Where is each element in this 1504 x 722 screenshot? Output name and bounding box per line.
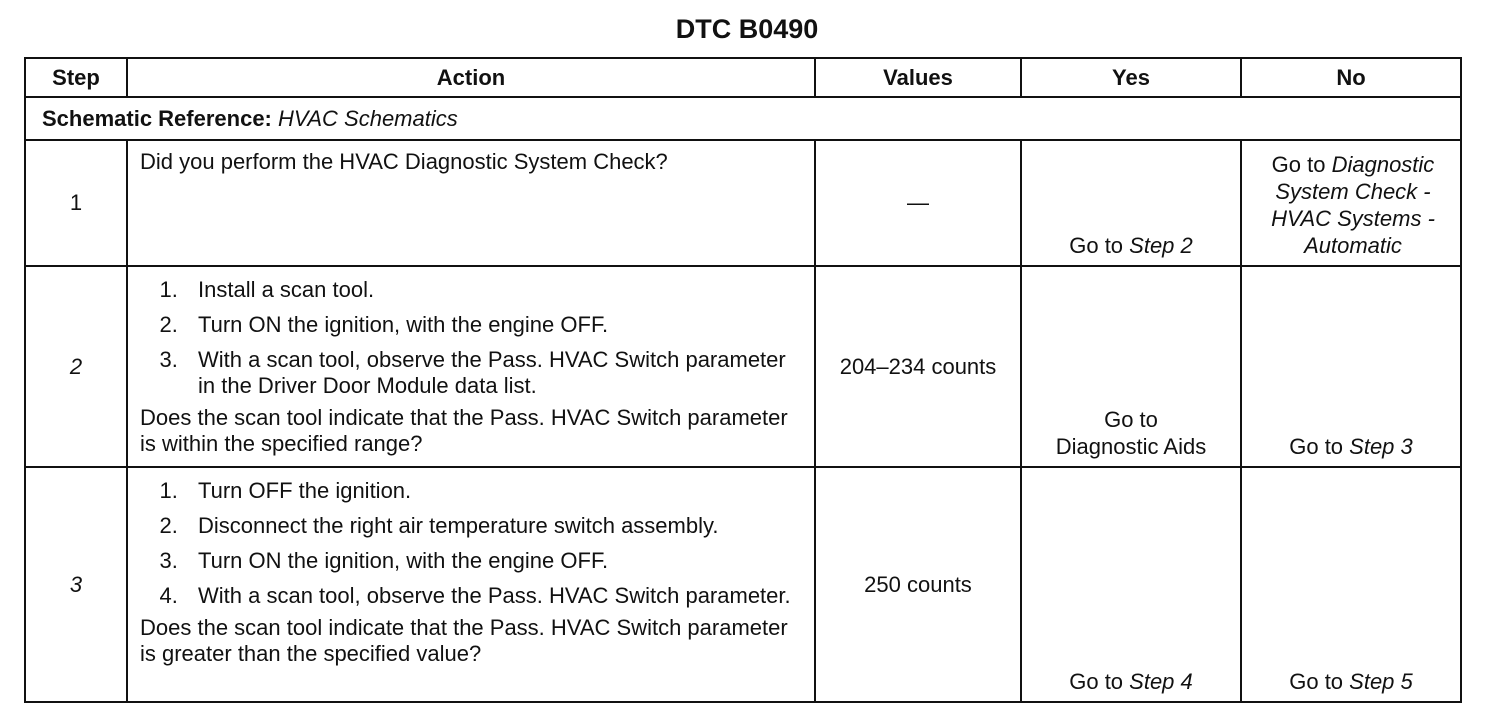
- yes-link[interactable]: Diagnostic Aids: [1055, 434, 1207, 459]
- step-number: 3: [25, 467, 127, 702]
- action-question: Does the scan tool indicate that the Pass. HVAC Switch parameter is within the specified range?: [140, 405, 788, 456]
- table-row: [25, 266, 1461, 467]
- header-values: Values: [815, 58, 1021, 97]
- schematic-reference: [25, 97, 1461, 140]
- schematic-reference-row: [25, 97, 1461, 140]
- no-prefix: Go to: [1271, 152, 1332, 177]
- yes-cell: [1021, 266, 1241, 467]
- no-cell: [1241, 266, 1461, 467]
- no-cell: [1241, 467, 1461, 702]
- action-step: 2. Turn ON the ignition, with the engine OFF.: [184, 312, 804, 338]
- yes-link[interactable]: Step 2: [1129, 233, 1193, 258]
- schematic-reference-label: Schematic Reference:: [42, 105, 272, 131]
- action-step: 1. Install a scan tool.: [184, 277, 804, 303]
- action-step: 4. With a scan tool, observe the Pass. HVAC Switch parameter.: [184, 583, 804, 609]
- header-yes: Yes: [1021, 58, 1241, 97]
- action-cell: [127, 140, 815, 266]
- diagnostic-table: [24, 57, 1462, 703]
- value-cell: —: [815, 140, 1021, 266]
- header-row: [25, 58, 1461, 97]
- no-cell: [1241, 140, 1461, 266]
- header-no: No: [1241, 58, 1461, 97]
- action-question: Does the scan tool indicate that the Pass. HVAC Switch parameter is greater than the specified value?: [140, 615, 788, 666]
- no-prefix: Go to: [1289, 434, 1350, 459]
- action-step: 3. With a scan tool, observe the Pass. HVAC Switch parameter in the Driver Door Module data list.: [184, 347, 804, 399]
- action-step: 2. Disconnect the right air temperature switch assembly.: [184, 513, 804, 539]
- no-link[interactable]: Step 5: [1349, 669, 1413, 694]
- schematic-reference-link[interactable]: HVAC Schematics: [278, 105, 458, 131]
- value-cell: 204–234 counts: [815, 266, 1021, 467]
- yes-cell: [1021, 467, 1241, 702]
- yes-cell: [1021, 140, 1241, 266]
- step-number: 2: [25, 266, 127, 467]
- yes-link[interactable]: Step 4: [1129, 669, 1193, 694]
- yes-prefix: Go to: [1104, 407, 1158, 432]
- table-row: [25, 467, 1461, 702]
- action-steps: [140, 277, 804, 399]
- value-cell: 250 counts: [815, 467, 1021, 702]
- action-question: Did you perform the HVAC Diagnostic System Check?: [140, 149, 668, 174]
- action-steps: [140, 478, 804, 609]
- step-number: 1: [25, 140, 127, 266]
- action-cell: [127, 467, 815, 702]
- yes-prefix: Go to: [1069, 233, 1130, 258]
- action-cell: [127, 266, 815, 467]
- yes-prefix: Go to: [1069, 669, 1130, 694]
- page-title: DTC B0490: [675, 14, 819, 44]
- no-link[interactable]: Step 3: [1349, 434, 1413, 459]
- action-step: 3. Turn ON the ignition, with the engine OFF.: [184, 548, 804, 574]
- table-row: [25, 140, 1461, 266]
- action-step: 1. Turn OFF the ignition.: [184, 478, 804, 504]
- no-link[interactable]: Diagnostic System Check - HVAC Systems - Automatic: [1271, 152, 1435, 258]
- no-prefix: Go to: [1289, 669, 1350, 694]
- header-step: Step: [25, 58, 127, 97]
- header-action: Action: [127, 58, 815, 97]
